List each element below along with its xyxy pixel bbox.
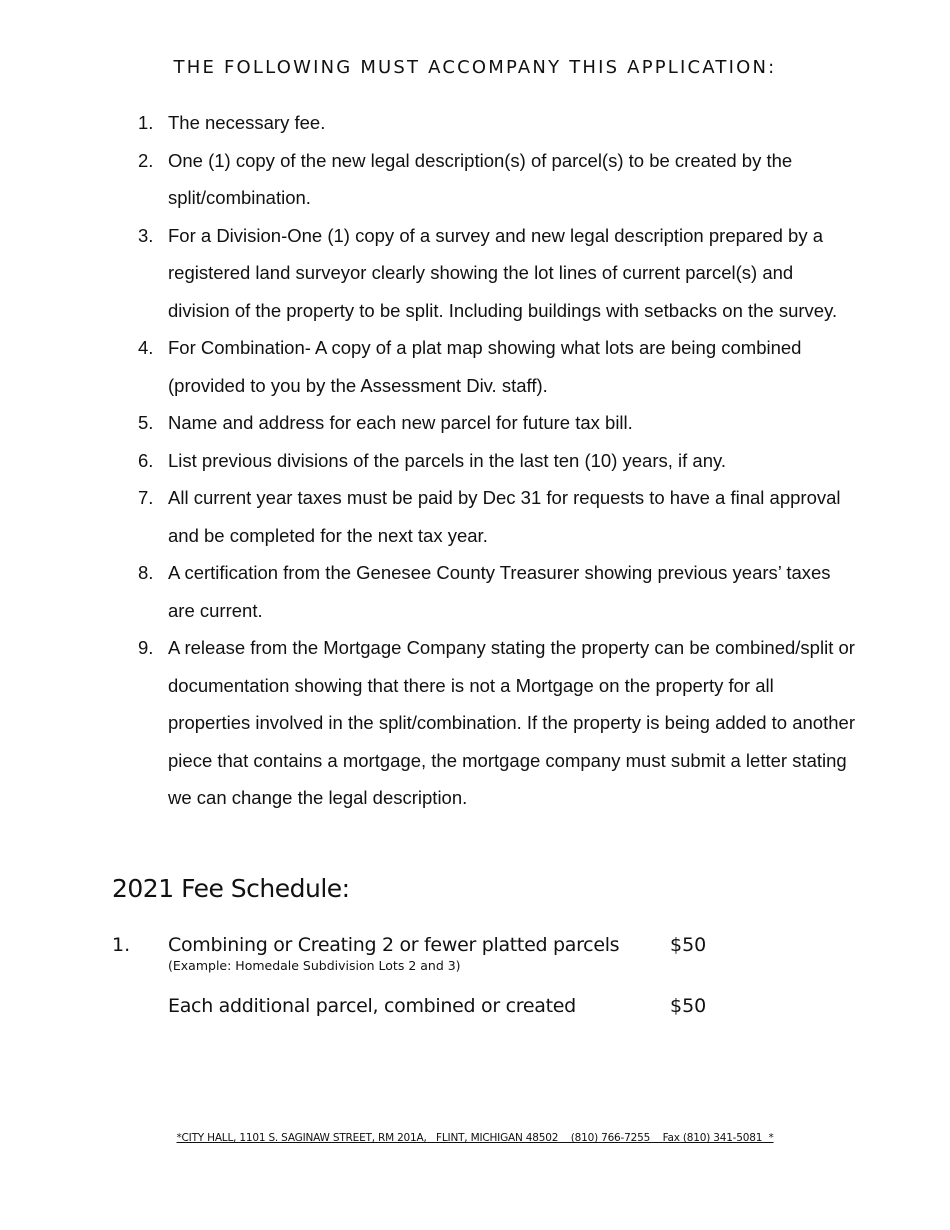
fee-schedule-title: 2021 Fee Schedule: bbox=[112, 874, 350, 903]
list-item bbox=[138, 629, 858, 817]
requirements-list bbox=[138, 104, 858, 817]
item-number: 7. bbox=[138, 487, 154, 508]
list-item bbox=[138, 404, 858, 442]
item-number: 1. bbox=[138, 112, 154, 133]
fee-amount: $50 bbox=[670, 995, 707, 1017]
footer-text: *CITY HALL, 1101 S. SAGINAW STREET, RM 201A, FLINT, MICHIGAN 48502 (810) 766-7255 Fax (810) 341-5081 * bbox=[176, 1132, 774, 1144]
fee-note: (Example: Homedale Subdivision Lots 2 and 3) bbox=[168, 958, 461, 973]
item-text: One (1) copy of the new legal description(s) of parcel(s) to be created by the split/combination. bbox=[168, 149, 793, 208]
list-item bbox=[138, 329, 858, 404]
item-text: Name and address for each new parcel for future tax bill. bbox=[168, 412, 633, 433]
fee-number: 1. bbox=[112, 934, 131, 956]
item-text: The necessary fee. bbox=[168, 112, 326, 133]
item-number: 9. bbox=[138, 637, 154, 658]
item-text: List previous divisions of the parcels in the last ten (10) years, if any. bbox=[168, 449, 727, 471]
item-number: 6. bbox=[138, 449, 154, 471]
footer-address bbox=[0, 1132, 950, 1144]
fee-label: Combining or Creating 2 or fewer platted parcels bbox=[168, 934, 620, 956]
list-item bbox=[138, 142, 858, 217]
item-text: All current year taxes must be paid by Dec 31 for requests to have a final approval and be completed for the next tax year. bbox=[168, 487, 841, 546]
list-item bbox=[138, 442, 858, 480]
item-number: 3. bbox=[138, 224, 154, 246]
list-item bbox=[138, 479, 858, 554]
page-heading: THE FOLLOWING MUST ACCOMPANY THIS APPLICATION: bbox=[173, 57, 777, 78]
fee-amount: $50 bbox=[670, 934, 707, 956]
item-text: A certification from the Genesee County Treasurer showing previous years’ taxes are current. bbox=[168, 562, 831, 621]
item-number: 8. bbox=[138, 562, 154, 583]
item-text: For Combination- A copy of a plat map showing what lots are being combined (provided to you by the Assessment Div. staff). bbox=[168, 337, 802, 396]
list-item bbox=[138, 217, 858, 330]
item-number: 2. bbox=[138, 149, 154, 171]
fee-label: Each additional parcel, combined or created bbox=[168, 995, 576, 1017]
list-item bbox=[138, 554, 858, 629]
list-item bbox=[138, 104, 858, 142]
item-text: A release from the Mortgage Company stating the property can be combined/split or documentation showing that there is not a Mortgage on the property for all properties involved in the split/combination. If the property is being added to another piece that contains a mortgage, the mortgage company must submit a letter stating we can change the legal description. bbox=[168, 637, 855, 808]
item-number: 4. bbox=[138, 337, 154, 358]
item-number: 5. bbox=[138, 412, 154, 433]
item-text: For a Division-One (1) copy of a survey and new legal description prepared by a registered land surveyor clearly showing the lot lines of current parcel(s) and division of the property to be split. Including buildings with setbacks on the survey. bbox=[168, 224, 838, 321]
